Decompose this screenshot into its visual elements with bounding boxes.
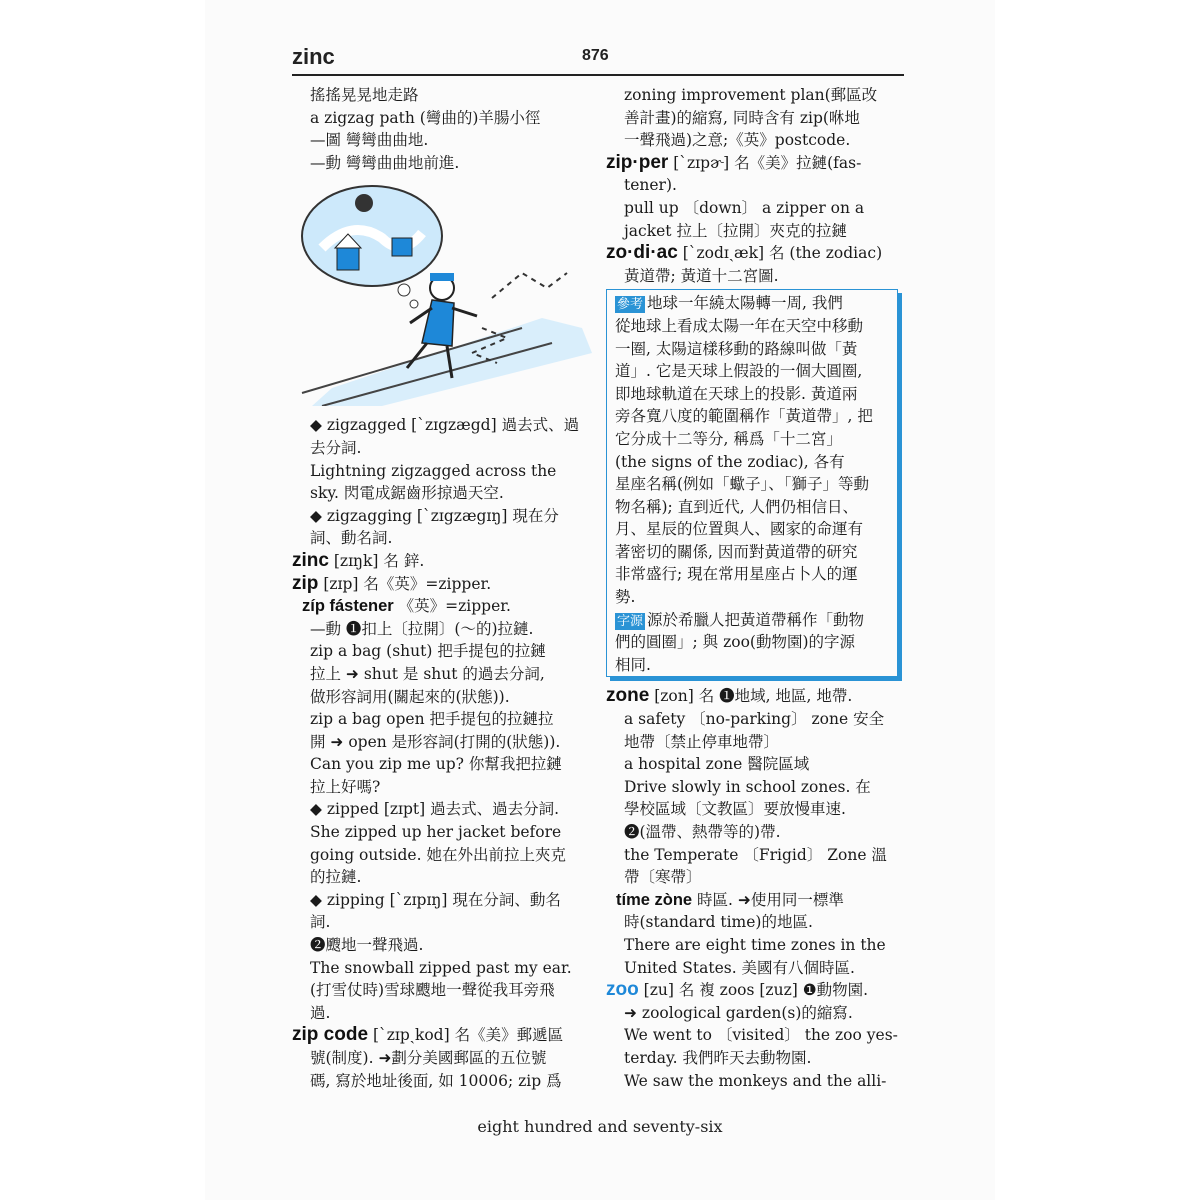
text-line: —動 ❶扣上〔拉開〕(～的)拉鏈.	[310, 619, 534, 638]
text-line: She zipped up her jacket before	[310, 823, 562, 842]
text-line: 開 ➜ open 是形容詞(打開的(狀態)).	[310, 732, 561, 751]
text-line: 拉上 ➜ shut 是 shut 的過去分詞,	[310, 664, 545, 683]
note-line: 它分成十二等分, 稱爲「十二宮」	[615, 429, 842, 448]
entry-text: [ˋzodɪˏæk] 名 (the zodiac)	[677, 244, 883, 263]
headword: zip	[292, 572, 319, 594]
note-line: 參考 地球一年繞太陽轉一周, 我們	[617, 294, 843, 313]
text-line: ◆ zigzagging [ˋzɪgzægɪŋ] 現在分	[310, 506, 559, 525]
text-line: 的拉鏈.	[310, 868, 362, 887]
text-line: Drive slowly in school zones. 在	[624, 777, 871, 796]
reference-note-box	[606, 289, 898, 677]
text-line: a zigzag path (彎曲的)羊腸小徑	[310, 108, 541, 127]
etymology-tag: 字源	[617, 613, 644, 629]
text-line: terday. 我們昨天去動物園.	[624, 1048, 812, 1067]
guide-word: zinc	[292, 44, 335, 69]
right-column	[606, 84, 904, 1092]
text-line: going outside. 她在外出前拉上夾克	[310, 845, 566, 864]
text-line: ◆ zipped [zɪpt] 過去式、過去分詞.	[310, 800, 560, 819]
headword: zone	[606, 685, 650, 707]
text-line: zip a bag open 把手提包的拉鏈拉	[310, 710, 554, 729]
text-line: the Temperate 〔Frigid〕 Zone 溫	[624, 845, 887, 864]
text-line: We went to 〔visited〕 the zoo yes-	[624, 1026, 898, 1045]
etymology-line: 們的圓圈」; 與 zoo(動物園)的字源	[615, 633, 856, 652]
text-line: 一聲飛過)之意;《英》postcode.	[624, 131, 851, 150]
text-line: 地帶〔禁止停車地帶〕	[624, 732, 780, 751]
text-line: 去分詞.	[310, 438, 362, 457]
text-line: 詞、動名詞.	[310, 529, 393, 548]
text-line: ◆ zipping [ˋzɪpɪŋ] 現在分詞、動名	[310, 890, 561, 909]
text-line: United States. 美國有八個時區.	[624, 958, 855, 977]
text-line: 拉上好嗎?	[310, 777, 381, 796]
entry-zinc	[292, 550, 592, 573]
left-column	[292, 84, 592, 1092]
note-line: 勢.	[615, 588, 636, 607]
walking-man-illustration	[292, 178, 592, 406]
note-line: 旁各寬八度的範圍稱作「黃道帶」, 把	[615, 407, 873, 426]
entry-text: 《英》=zipper.	[393, 597, 511, 616]
note-line: 著密切的關係, 因而對黃道帶的研究	[615, 542, 858, 561]
text-line: ❷(溫帶、熱帶等的)帶.	[624, 823, 781, 841]
entry-text: [zon] 名 ❶地域, 地區, 地帶.	[649, 687, 853, 706]
text-line: 黃道帶; 黃道十二宮圖.	[624, 266, 779, 285]
text-line: ➜ zoological garden(s)的縮寫.	[624, 1003, 853, 1022]
text-line: pull up 〔down〕 a zipper on a	[624, 198, 865, 217]
text-line: 善計畫)的縮寫, 同時含有 zip(咻地	[624, 108, 860, 127]
entry-text: [ˋzɪpˏkod] 名《美》郵遞區	[368, 1026, 564, 1045]
entry-time-zone	[606, 889, 904, 912]
text-line: —動 彎彎曲曲地前進.	[310, 153, 460, 172]
text-line: ◆ zigzagged [ˋzɪgzægd] 過去式、過	[310, 416, 580, 435]
etymology-line: 相同.	[615, 655, 651, 674]
text-line: 做形容詞用(關起來的(狀態)).	[310, 687, 510, 706]
text-line: 學校區域〔文教區〕要放慢車速.	[624, 800, 846, 819]
text-line: 過.	[310, 1003, 331, 1022]
headword: zip code	[292, 1024, 369, 1046]
text-line: zip a bag (shut) 把手提包的拉鏈	[310, 642, 546, 661]
entry-zip-code	[292, 1024, 592, 1047]
text-line: 詞.	[310, 913, 331, 932]
text-line: (打雪仗時)雪球颼地一聲從我耳旁飛	[310, 981, 555, 1000]
headword: zinc	[292, 549, 329, 571]
text-line: Can you zip me up? 你幫我把拉鏈	[310, 755, 562, 774]
text-line: 碼, 寫於地址後面, 如 10006; zip 爲	[310, 1071, 562, 1090]
headword: zoo	[606, 979, 639, 1001]
text-line: Lightning zigzagged across the	[310, 461, 557, 480]
text-line: a safety 〔no-parking〕 zone 安全	[624, 710, 885, 729]
entry-zodiac	[606, 242, 904, 265]
note-line: (the signs of the zodiac), 各有	[615, 452, 845, 471]
page-number: 876	[582, 47, 609, 64]
page-footer: eight hundred and seventy-six	[477, 1117, 723, 1136]
entry-zip	[292, 573, 592, 596]
text-line: tener).	[624, 176, 677, 195]
subheadword: zíp fástener	[302, 597, 394, 616]
note-line: 一圈, 太陽這樣移動的路線叫做「黃	[615, 339, 858, 358]
entry-zoo	[606, 979, 904, 1002]
text-line: We saw the monkeys and the alli-	[624, 1071, 887, 1090]
text-line: —圖 彎彎曲曲地.	[310, 131, 429, 150]
subheadword: tíme zòne	[616, 890, 693, 909]
headword: zo·di·ac	[606, 242, 678, 264]
text-line: ❷颼地一聲飛過.	[310, 936, 424, 955]
text-line: 號(制度). ➜劃分美國郵區的五位號	[310, 1049, 547, 1067]
page-header	[292, 38, 904, 76]
entry-zip-fastener	[292, 595, 592, 618]
entry-text: [ˋzɪpɚ] 名《美》拉鏈(fas-	[668, 153, 862, 172]
note-line: 即地球軌道在天球上的投影. 黃道兩	[615, 384, 858, 403]
text-line: sky. 閃電成鋸齒形掠過天空.	[310, 484, 504, 503]
text-line: jacket 拉上〔拉開〕夾克的拉鏈	[624, 221, 847, 240]
headword: zip·per	[606, 151, 669, 173]
note-line: 物名稱); 直到近代, 人們仍相信日、	[615, 497, 859, 516]
entry-text: [zɪp] 名《英》=zipper.	[318, 574, 492, 593]
etymology-line: 字源 源於希臘人把黃道帶稱作「動物	[617, 610, 865, 629]
entry-text: 時區. ➜使用同一標準	[692, 890, 844, 909]
entry-text: [zɪŋk] 名 鋅.	[328, 551, 425, 570]
entry-zone	[606, 685, 904, 708]
note-line: 道」. 它是天球上假設的一個大圓圈,	[615, 362, 863, 381]
note-tag: 參考	[617, 297, 644, 313]
entry-zipper	[606, 152, 904, 175]
text-line: zoning improvement plan(郵區改	[624, 86, 878, 104]
text-line: 時(standard time)的地區.	[624, 913, 813, 932]
note-line: 從地球上看成太陽一年在天空中移動	[615, 316, 864, 335]
note-line: 月、星辰的位置與人、國家的命運有	[615, 520, 864, 539]
text-line: a hospital zone 醫院區域	[624, 755, 810, 774]
zigzag-illustration	[292, 178, 592, 406]
text-line: 搖搖晃晃地走路	[310, 86, 419, 104]
text-line: There are eight time zones in the	[624, 935, 886, 954]
text-line: 帶〔寒帶〕	[624, 868, 702, 887]
note-line: 非常盛行; 現在常用星座占卜人的運	[615, 565, 858, 584]
entry-text: [zu] 名 複 zoos [zuz] ❶動物園.	[638, 981, 869, 1000]
text-line: The snowball zipped past my ear.	[310, 958, 572, 977]
note-line: 星座名稱(例如「蠍子」、「獅子」等動	[615, 475, 870, 494]
